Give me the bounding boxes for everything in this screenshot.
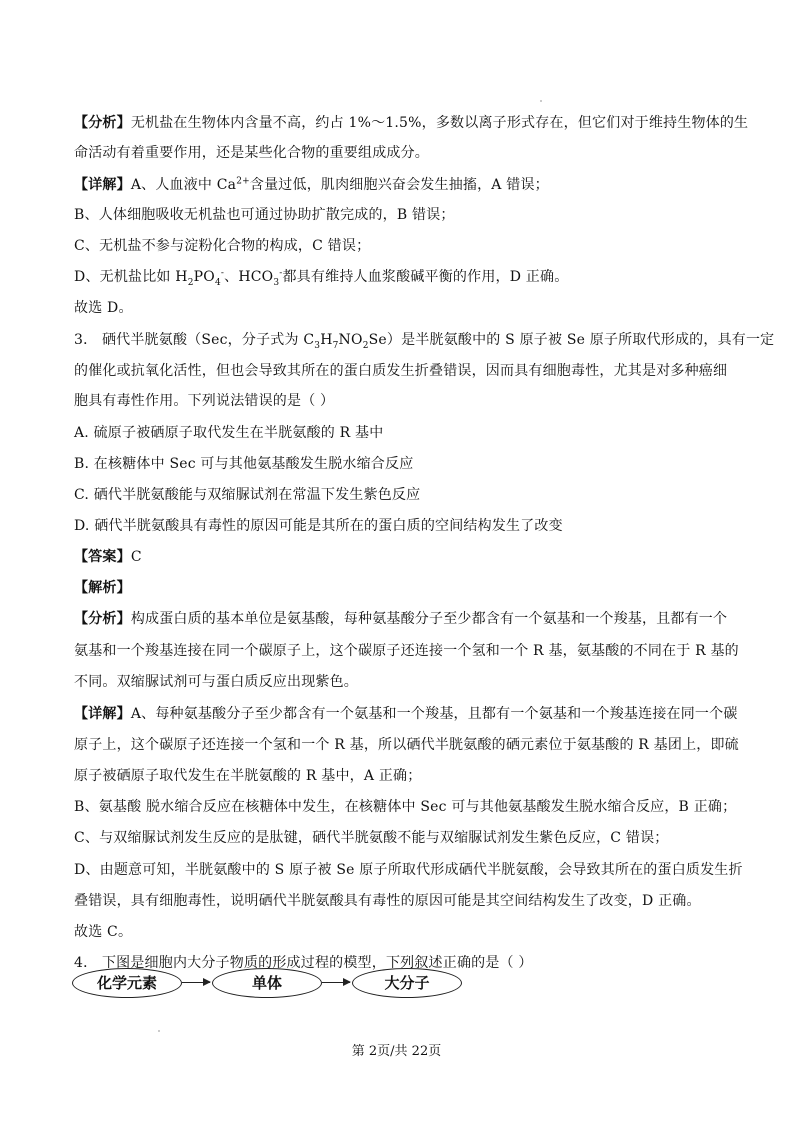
section-tag: 【分析】 xyxy=(74,115,131,131)
flow-diagram xyxy=(70,966,470,1002)
section-tag: 【解析】 xyxy=(74,580,131,596)
section-tag: 【分析】 xyxy=(74,611,131,627)
arrow-right-icon xyxy=(182,982,210,983)
option-b: B. 在核糖体中 Sec 可与其他氨基酸发生脱水缩合反应 xyxy=(74,456,414,472)
option-c: C. 硒代半胱氨酸能与双缩脲试剂在常温下发生紫色反应 xyxy=(74,487,421,503)
text-line: 【详解】A、每种氨基酸分子至少都含有一个氨基和一个羧基，且都有一个氨基和一个羧基连接在同一个碳 xyxy=(74,706,738,722)
text-line: 故选 C。 xyxy=(74,924,133,940)
text-line: 命活动有着重要作用，还是某些化合物的重要组成成分。 xyxy=(74,145,429,161)
node-monomer: 单体 xyxy=(212,968,322,998)
text-line: 原子被硒原子取代发生在半胱氨酸的 R 基中，A 正确； xyxy=(74,768,422,784)
answer-line: 【答案】C xyxy=(74,549,142,565)
node-chemical-elements: 化学元素 xyxy=(72,968,182,998)
scan-speck xyxy=(158,1030,160,1032)
text-line: 原子上，这个碳原子还连接一个氢和一个 R 基，所以硒代半胱氨酸的硒元素位于氨基酸的 R 基团上，即硫 xyxy=(74,737,739,753)
text-line: 不同。双缩脲试剂可与蛋白质反应出现紫色。 xyxy=(74,674,358,690)
text-line: 故选 D。 xyxy=(74,300,133,316)
text-line: 的催化或抗氧化活性，但也会导致其所在的蛋白质发生折叠错误，因而具有细胞毒性，尤其是对多种癌细 xyxy=(74,363,728,379)
option-a: A. 硫原子被硒原子取代发生在半胱氨酸的 R 基中 xyxy=(74,425,384,441)
text-line: 胞具有毒性作用。下列说法错误的是（ ） xyxy=(74,393,335,409)
text-line: 【详解】A、人血液中 $Ca^{2+}$含量过低，肌肉细胞兴奋会发生抽搐，A 错误； xyxy=(74,176,549,193)
text-line: B、氨基酸 脱水缩合反应在核糖体中发生，在核糖体中 Sec 可与其他氨基酸发生脱水缩合反应，B 正确； xyxy=(74,799,737,815)
question-stem: 4． 下图是细胞内大分子物质的形成过程的模型，下列叙述正确的是（ ） xyxy=(74,955,533,971)
arrow-right-icon xyxy=(322,982,350,983)
text-line: D、由题意可知，半胱氨酸中的 S 原子被 Se 原子所取代形成硒代半胱氨酸，会导致其所在的蛋白质发生折 xyxy=(74,862,743,878)
section-tag: 【详解】 xyxy=(74,177,131,193)
text-line: 氨基和一个羧基连接在同一个碳原子上，这个碳原子还连接一个氢和一个 R 基，氨基酸的不同在于 R 基的 xyxy=(74,643,739,659)
node-macromolecule: 大分子 xyxy=(352,968,462,998)
question-stem: 3． 硒代半胱氨酸（Sec，分子式为 $C_3H_7NO_2Se$）是半胱氨酸中的 S 原子被 Se 原子所取代形成的，具有一定 xyxy=(74,332,775,351)
scan-speck xyxy=(540,100,542,102)
text-line: C、与双缩脲试剂发生反应的是肽键，硒代半胱氨酸不能与双缩脲试剂发生紫色反应，C 错误； xyxy=(74,830,669,846)
text-line: B、人体细胞吸收无机盐也可通过协助扩散完成的，B 错误； xyxy=(74,207,455,223)
text-line: 叠错误，具有细胞毒性，说明硒代半胱氨酸具有毒性的原因可能是其空间结构发生了改变，D 正确。 xyxy=(74,893,701,909)
section-tag: 【答案】 xyxy=(74,549,131,565)
text-line: C、无机盐不参与淀粉化合物的构成，C 错误； xyxy=(74,238,371,254)
page-footer: 第 2页/共 22页 xyxy=(351,1044,442,1059)
text-line: D、无机盐比如 $H_2PO_4^-$、$HCO_3^-$都具有维持人血浆酸碱平衡的作用，D 正确。 xyxy=(74,268,569,288)
text-line: 【分析】无机盐在生物体内含量不高，约占 1%～1.5%，多数以离子形式存在，但它们对于维持生物体的生 xyxy=(74,115,749,131)
text-line: 【分析】构成蛋白质的基本单位是氨基酸，每种氨基酸分子至少都含有一个氨基和一个羧基，且都有一个 xyxy=(74,611,728,627)
section-tag: 【详解】 xyxy=(74,706,131,722)
option-d: D. 硒代半胱氨酸具有毒性的原因可能是其所在的蛋白质的空间结构发生了改变 xyxy=(74,518,563,534)
